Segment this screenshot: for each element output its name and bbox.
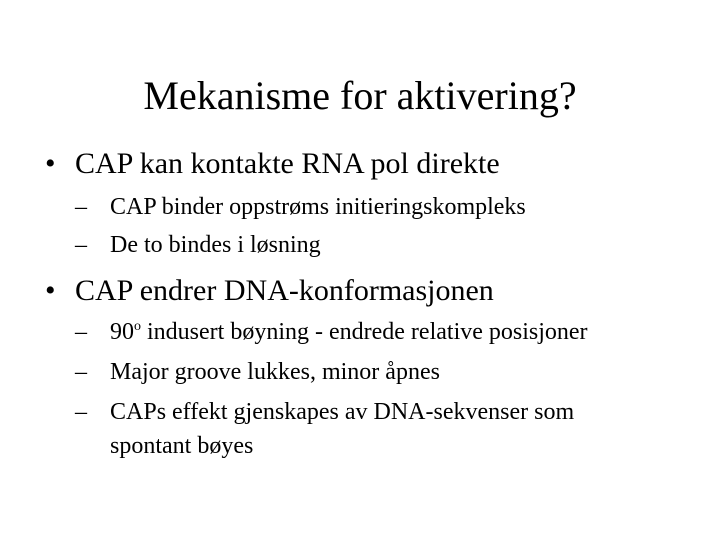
sub-bullet-text: CAPs effekt gjenskapes av DNA-sekvenser som — [110, 399, 575, 425]
sub-bullet-marker: – — [75, 319, 87, 345]
sub-bullet-upstream-binding — [75, 192, 526, 222]
sub-bullet-text: spontant bøyes — [110, 433, 254, 459]
degree-superscript: o — [134, 319, 141, 334]
bullet-cap-contacts-rna-pol — [45, 146, 500, 182]
degree-value: 90 — [110, 319, 134, 345]
sub-bullet-continuation — [110, 431, 253, 461]
sub-bullet-cap-effect-recreated — [75, 397, 575, 427]
sub-bullet-induced-bending — [75, 317, 588, 347]
bullet-marker: • — [45, 147, 56, 180]
sub-bullet-bound-in-solution — [75, 230, 321, 260]
sub-bullet-marker: – — [75, 194, 87, 220]
sub-bullet-text: De to bindes i løsning — [110, 232, 321, 258]
sub-bullet-marker: – — [75, 232, 87, 258]
sub-bullet-text: Major groove lukkes, minor åpnes — [110, 359, 440, 385]
sub-bullet-text — [110, 319, 588, 345]
bullet-marker: • — [45, 274, 56, 307]
sub-bullet-groove-changes — [75, 357, 440, 387]
bullet-text: CAP endrer DNA-konformasjonen — [75, 274, 494, 307]
sub-bullet-text: CAP binder oppstrøms initieringskompleks — [110, 194, 526, 220]
sub-bullet-marker: – — [75, 399, 87, 425]
bullet-cap-changes-dna-conformation — [45, 273, 494, 309]
bending-description: indusert bøyning - endrede relative posisjoner — [141, 319, 588, 345]
sub-bullet-marker: – — [75, 359, 87, 385]
slide-title: Mekanisme for aktivering? — [143, 73, 577, 118]
bullet-text: CAP kan kontakte RNA pol direkte — [75, 147, 500, 180]
